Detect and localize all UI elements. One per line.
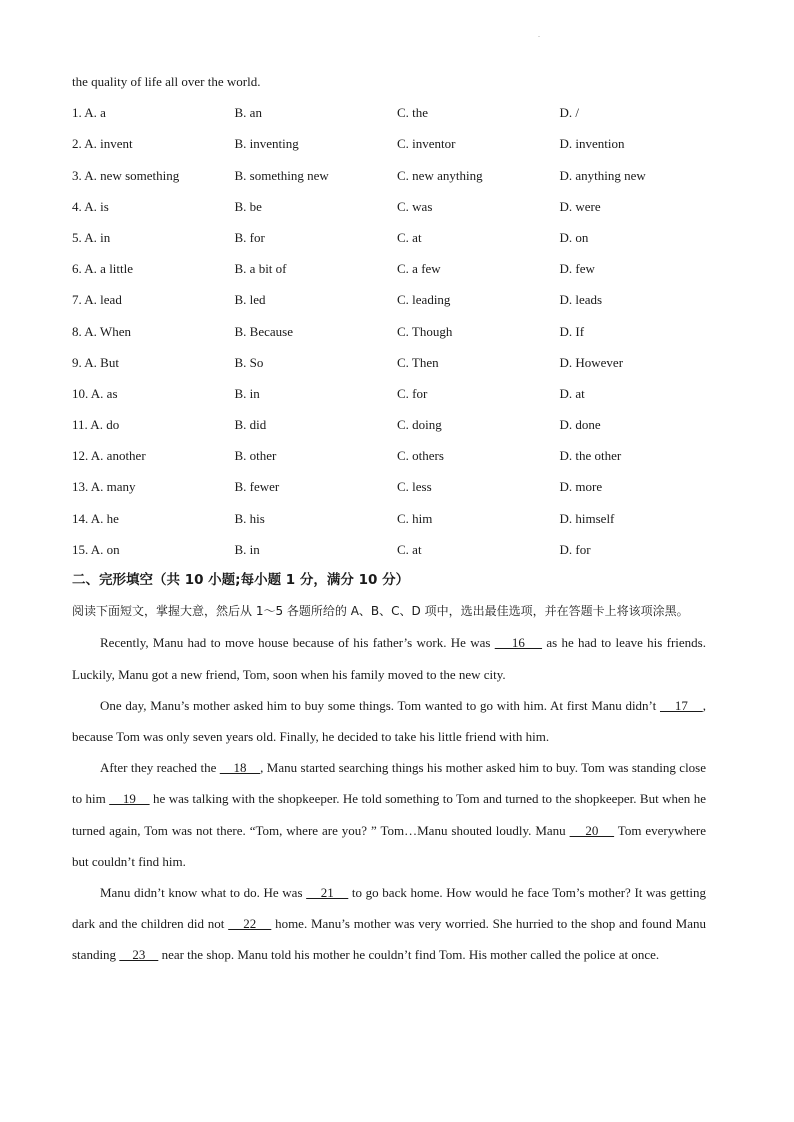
option-row	[72, 440, 722, 471]
option-c: C. at	[397, 541, 422, 557]
option-c: C. inventor	[397, 136, 456, 152]
option-row	[72, 409, 722, 440]
option-row	[72, 534, 722, 565]
option-c: C. others	[397, 448, 444, 464]
option-row	[72, 222, 722, 253]
paragraph-text: Manu didn’t know what to do. He was	[100, 885, 307, 901]
option-c: C. a few	[397, 261, 441, 277]
option-c: C. at	[397, 229, 422, 245]
option-row	[72, 316, 722, 347]
option-row	[72, 347, 722, 378]
option-b: B. Because	[234, 323, 293, 339]
paragraph-text: One day, Manu’s mother asked him to buy some things. Tom wanted to go with him. At first Manu didn’t	[100, 697, 660, 713]
option-c: C. was	[397, 198, 433, 214]
passage-paragraph-4	[72, 877, 706, 971]
option-d: D. anything new	[559, 167, 646, 183]
option-d: D. leads	[559, 292, 603, 308]
option-b: B. an	[234, 105, 262, 121]
option-c: C. him	[397, 510, 433, 526]
passage-paragraph-3	[72, 752, 706, 877]
intro-line: the quality of life all over the world.	[72, 74, 261, 89]
option-a: 3. A. new something	[72, 167, 180, 183]
option-a: 12. A. another	[72, 448, 146, 464]
option-d: D. himself	[559, 510, 615, 526]
option-a: 1. A. a	[72, 105, 106, 121]
option-c: C. the	[397, 105, 429, 121]
option-row	[72, 191, 722, 222]
option-b: B. inventing	[234, 136, 299, 152]
option-d: D. /	[559, 105, 579, 121]
option-row	[72, 471, 722, 502]
blank-23: 23	[119, 947, 159, 963]
option-row	[72, 97, 722, 128]
option-c: C. for	[397, 385, 428, 401]
option-b: B. for	[234, 229, 265, 245]
option-a: 15. A. on	[72, 541, 120, 557]
option-d: D. invention	[559, 136, 625, 152]
option-b: B. a bit of	[234, 261, 287, 277]
option-d: D. few	[559, 261, 595, 277]
option-a: 6. A. a little	[72, 261, 134, 277]
paragraph-text: Tom everywhere but couldn’t find him.	[72, 822, 707, 869]
option-d: D. the other	[559, 448, 622, 464]
option-b: B. his	[234, 510, 265, 526]
option-b: B. fewer	[234, 479, 280, 495]
option-row	[72, 284, 722, 315]
option-row	[72, 503, 722, 534]
option-d: D. done	[559, 417, 601, 433]
option-b: B. did	[234, 417, 267, 433]
paragraph-text: near the shop. Manu told his mother he couldn’t find Tom. His mother called the police at once.	[158, 947, 660, 963]
exam-page	[72, 66, 722, 971]
option-a: 5. A. in	[72, 229, 111, 245]
option-d: D. at	[559, 385, 585, 401]
blank-19: 19	[109, 791, 150, 807]
option-d: D. for	[559, 541, 591, 557]
option-b: B. be	[234, 198, 262, 214]
passage-paragraph-2	[72, 690, 706, 752]
paragraph-text: Recently, Manu had to move house because of his father’s work. He was	[100, 635, 495, 651]
option-row	[72, 253, 722, 284]
blank-22: 22	[228, 916, 272, 932]
option-d: D. If	[559, 323, 585, 339]
option-b: B. something new	[234, 167, 329, 183]
paragraph-text: home. Manu’s mother was very worried. She hurried to the shop and found Manu standing	[72, 916, 706, 963]
blank-20: 20	[569, 822, 615, 838]
option-d: D. more	[559, 479, 603, 495]
option-c: C. less	[397, 479, 432, 495]
option-b: B. in	[234, 385, 260, 401]
option-row	[72, 128, 722, 159]
option-a: 8. A. When	[72, 323, 131, 339]
paragraph-text: After they reached the	[100, 760, 220, 776]
option-c: C. doing	[397, 417, 442, 433]
option-b: B. in	[234, 541, 260, 557]
option-a: 10. A. as	[72, 385, 118, 401]
option-b: B. other	[234, 448, 277, 464]
paragraph-text: as he had to leave his friends. Luckily, Manu got a new friend, Tom, soon when his family moved to the new city.	[72, 635, 706, 682]
section-title: 二、完形填空（共 10 小题;每小题 1 分，满分 10 分）	[72, 572, 410, 588]
option-b: B. led	[234, 292, 266, 308]
option-a: 2. A. invent	[72, 136, 133, 152]
option-row	[72, 378, 722, 409]
blank-16: 16	[494, 635, 543, 651]
option-a: 13. A. many	[72, 479, 136, 495]
option-a: 14. A. he	[72, 510, 119, 526]
option-c: C. Though	[397, 323, 453, 339]
option-row	[72, 160, 722, 191]
option-b: B. So	[234, 354, 264, 370]
passage-paragraph-1	[72, 627, 706, 689]
section-instruction: 阅读下面短文，掌握大意，然后从 1～5 各题所给的 A、B、C、D 项中，选出最佳选项，并在答题卡上将该项涂黑。	[72, 604, 689, 619]
paragraph-text: to go back home. How would he face Tom’s mother? It was getting dark and the children did not	[72, 885, 706, 932]
option-d: D. were	[559, 198, 601, 214]
paragraph-text: he was talking with the shopkeeper. He told something to Tom and turned to the shopkeeper. But when he turned again, Tom was not there. “Tom, where are you? ” Tom…Manu shouted loudly. Manu	[72, 791, 706, 838]
option-d: D. on	[559, 229, 589, 245]
option-a: 11. A. do	[72, 417, 120, 433]
paragraph-text: , because Tom was only seven years old. Finally, he decided to take his little friend with him.	[72, 697, 706, 744]
page-mark: .	[538, 30, 540, 39]
blank-17: 17	[659, 697, 703, 713]
option-a: 9. A. But	[72, 354, 119, 370]
blank-18: 18	[219, 760, 261, 776]
paragraph-text: , Manu started searching things his mother asked him to buy. Tom was standing close to him	[72, 760, 707, 807]
option-c: C. new anything	[397, 167, 483, 183]
option-c: C. Then	[397, 354, 439, 370]
option-a: 4. A. is	[72, 198, 109, 214]
option-d: D. However	[559, 354, 624, 370]
option-c: C. leading	[397, 292, 451, 308]
option-a: 7. A. lead	[72, 292, 122, 308]
blank-21: 21	[306, 885, 349, 901]
options-list	[72, 97, 722, 565]
